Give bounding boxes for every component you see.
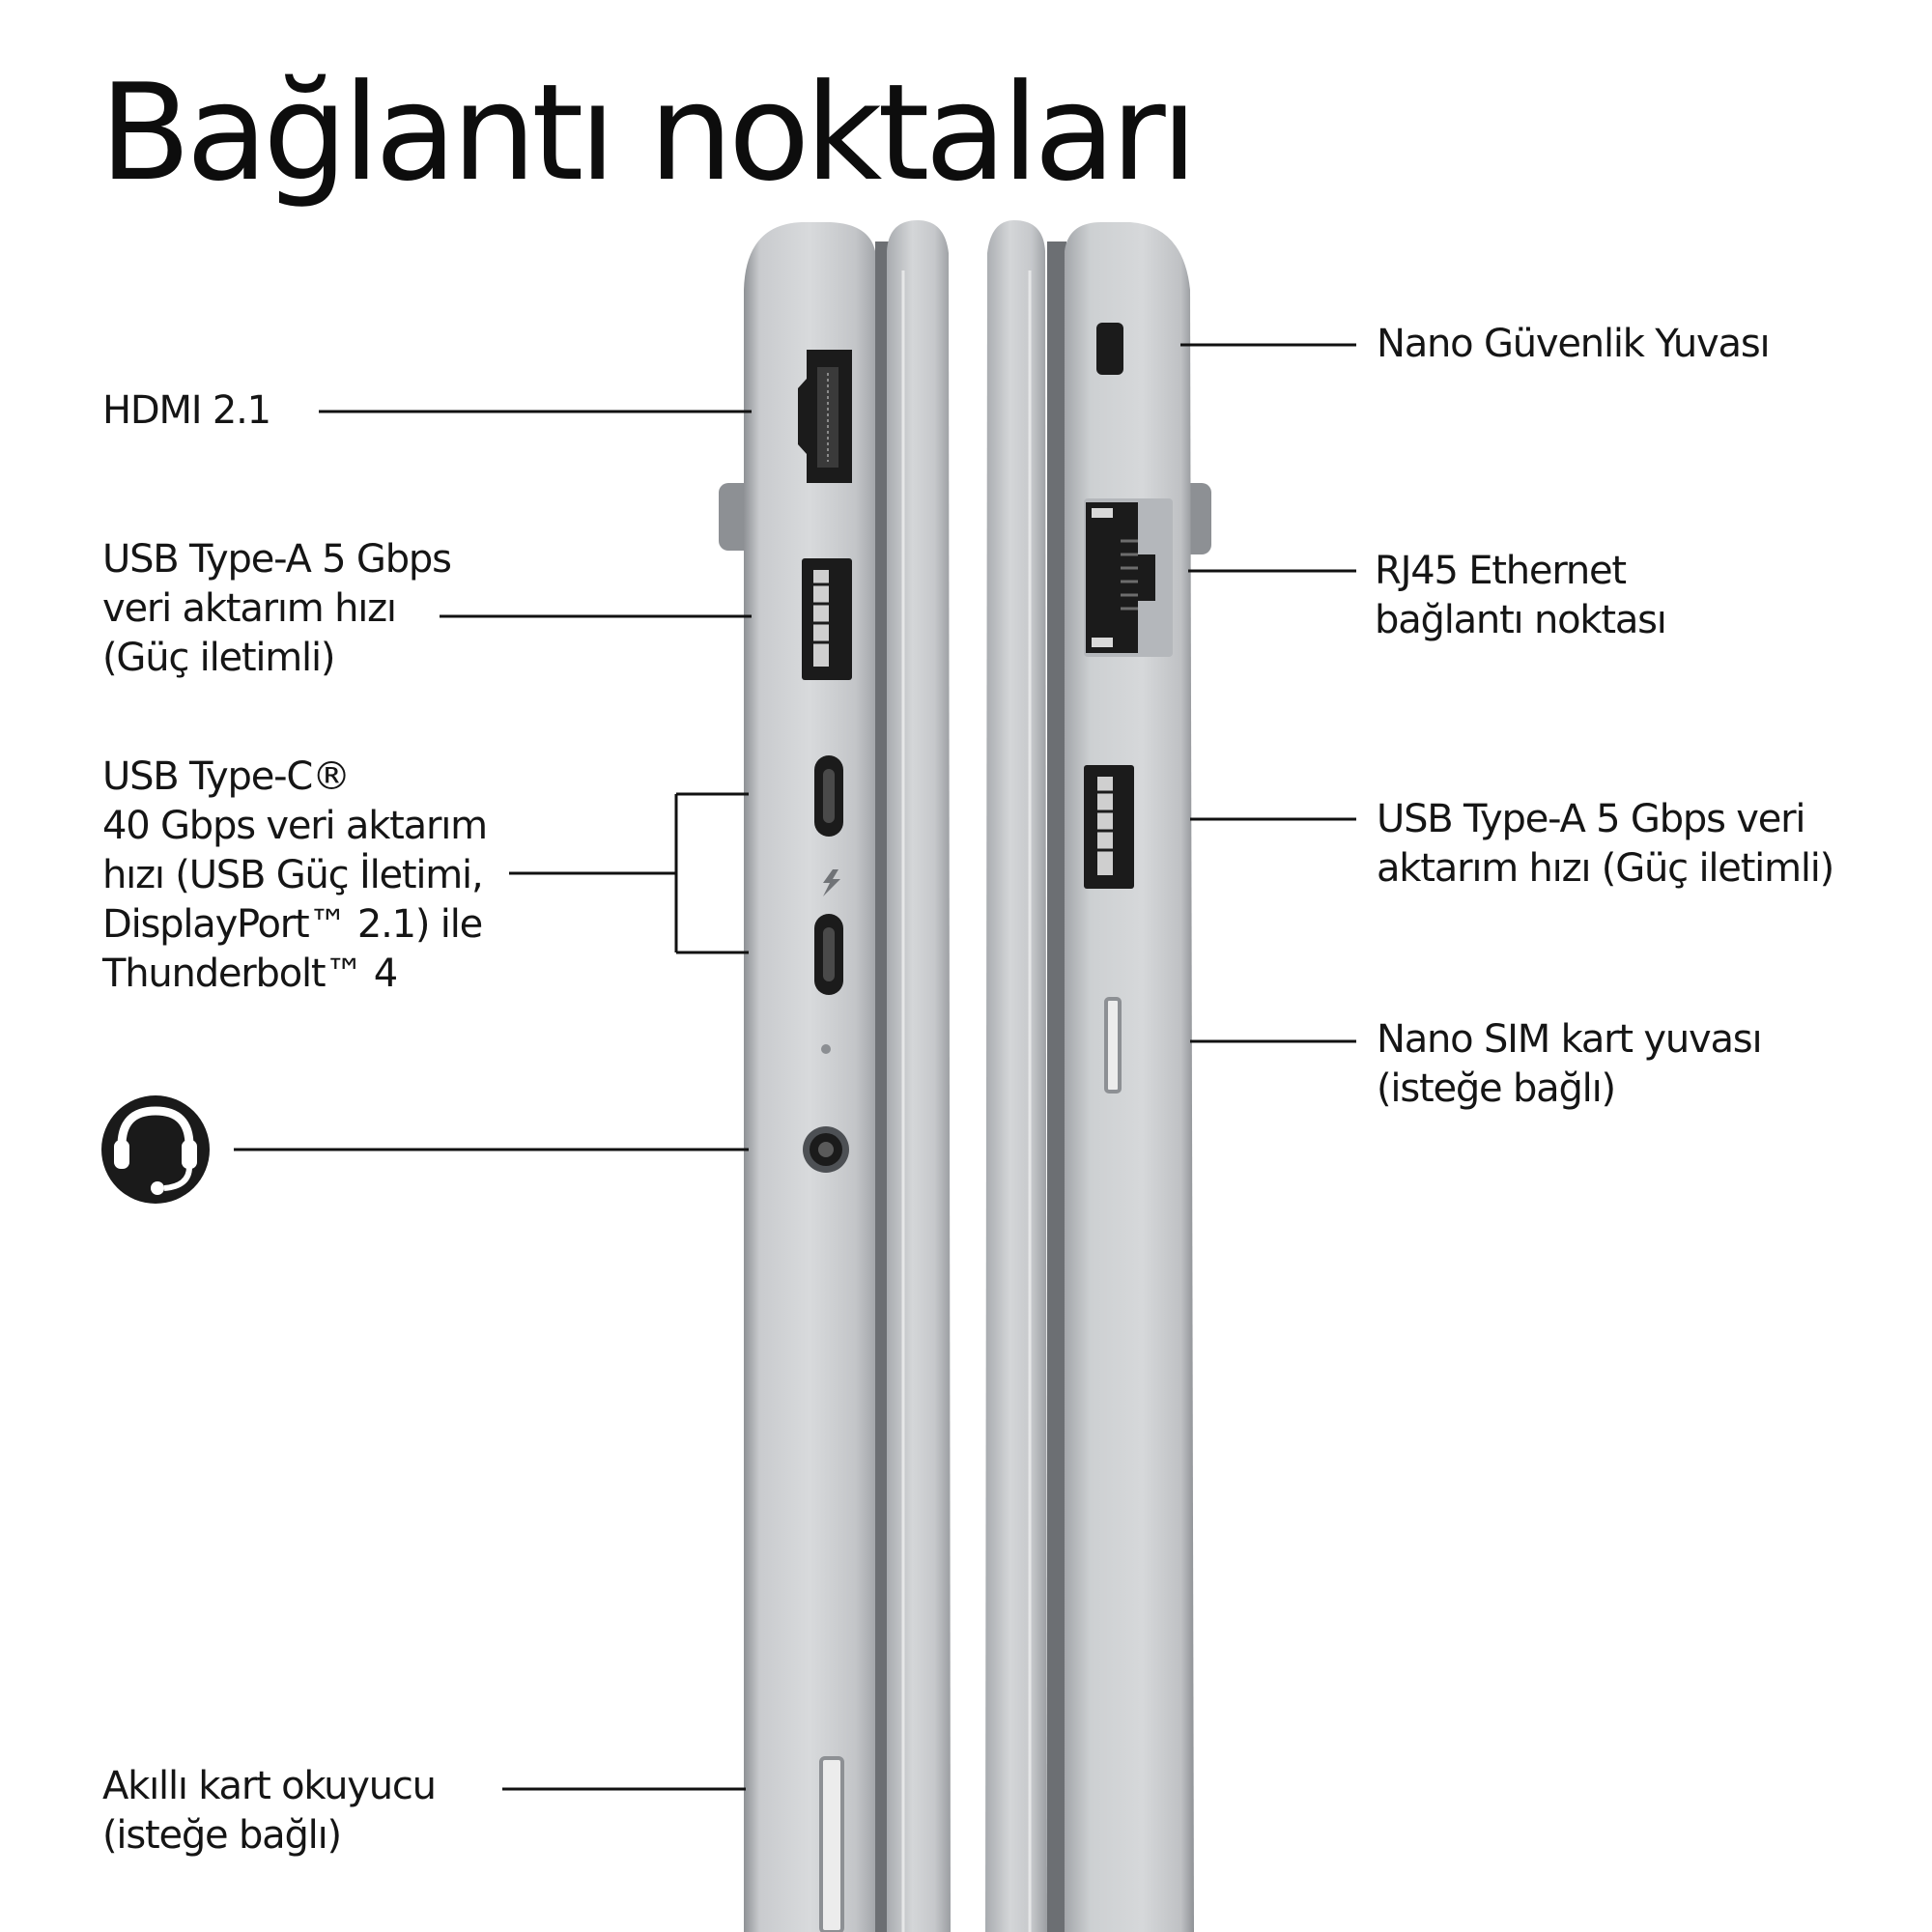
- status-led: [821, 1044, 831, 1054]
- usb-a-port-right-icon: [1084, 765, 1134, 889]
- audio-jack-icon: [803, 1126, 849, 1173]
- label-usb-a-right: USB Type-A 5 Gbps veri aktarım hızı (Güç iletimli): [1377, 797, 1834, 891]
- label-rj45-ethernet: RJ45 Ethernet bağlantı noktası: [1375, 549, 1666, 642]
- label-hdmi: HDMI 2.1: [102, 388, 270, 433]
- smartcard-slot: [821, 1758, 842, 1932]
- label-nano-sim-slot: Nano SIM kart yuvası (isteğe bağlı): [1377, 1017, 1762, 1111]
- headset-icon: [101, 1095, 210, 1204]
- nano-sim-slot: [1106, 999, 1120, 1092]
- label-smartcard-reader: Akıllı kart okuyucu (isteğe bağlı): [102, 1764, 436, 1858]
- label-nano-security-slot: Nano Güvenlik Yuvası: [1377, 322, 1770, 366]
- rj45-port-icon: [1084, 498, 1173, 657]
- label-usb-c-thunderbolt: USB Type-C® 40 Gbps veri aktarım hızı (USB Güç İletimi, DisplayPort™ 2.1) ile Thunderbolt™ 4: [102, 754, 487, 996]
- usb-a-port-left-icon: [802, 558, 852, 680]
- callout-usb-c: [509, 794, 749, 952]
- page-title: Bağlantı noktaları: [99, 55, 1193, 211]
- label-usb-a-left: USB Type-A 5 Gbps veri aktarım hızı (Güç iletimli): [102, 537, 451, 680]
- nano-lock-slot-icon: [1096, 323, 1123, 375]
- right-side-chassis: [985, 220, 1211, 1932]
